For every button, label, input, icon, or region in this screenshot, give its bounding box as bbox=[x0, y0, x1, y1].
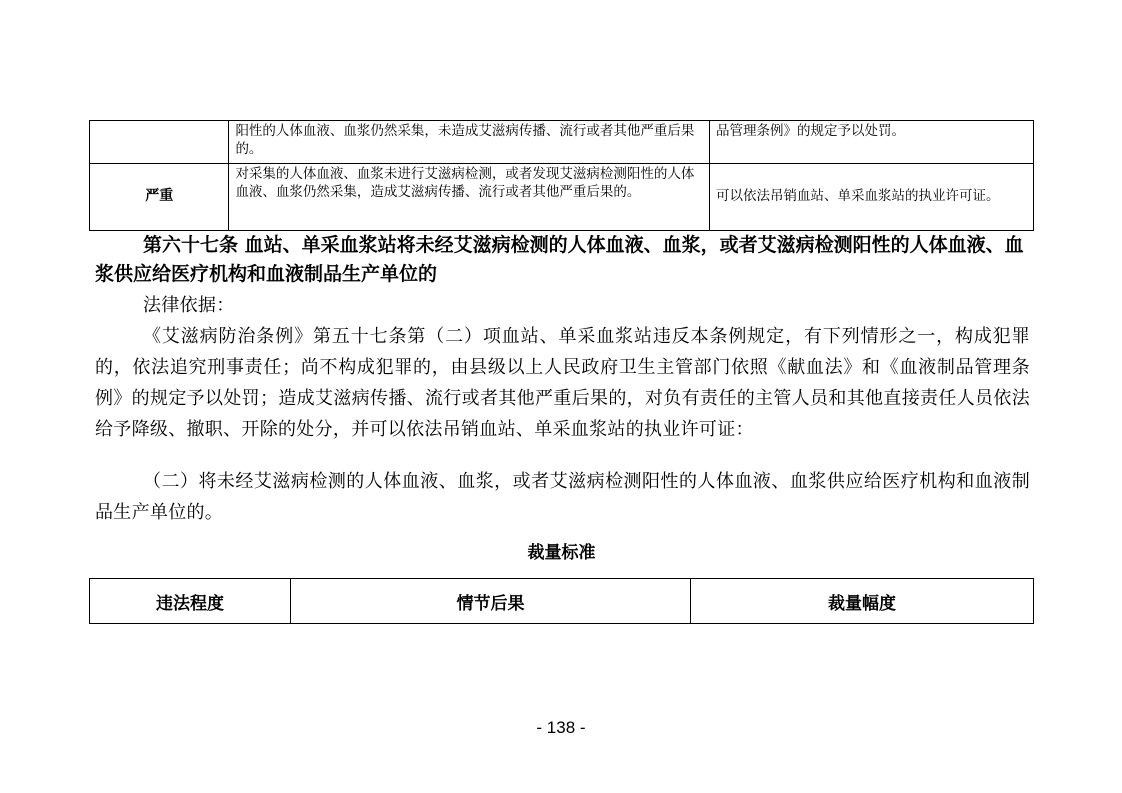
top-table bbox=[89, 120, 1034, 231]
legal-basis-label: 法律依据： bbox=[143, 295, 235, 316]
degree-cell: 严重 bbox=[90, 164, 229, 231]
legal-basis-paragraph: 《艾滋病防治条例》第五十七条第（二）项血站、单采血浆站违反本条例规定，有下列情形之一，构成犯罪的，依法追究刑事责任；尚不构成犯罪的，由县级以上人民政府卫生主管部门依照《献血法》和《血液制品管理条例》的规定予以处罚；造成艾滋病传播、流行或者其他严重后果的，对负有责任的主管人员和其他直接责任人员依法给予降级、撤职、开除的处分，并可以依法吊销血站、单采血浆站的执业许可证： bbox=[95, 326, 1030, 440]
penalty-cell: 可以依法吊销血站、单采血浆站的执业许可证。 bbox=[709, 164, 1033, 231]
penalty-cell: 品管理条例》的规定予以处罚。 bbox=[709, 121, 1033, 164]
header-discretion-range: 裁量幅度 bbox=[691, 579, 1034, 624]
circumstance-cell: 阳性的人体血液、血浆仍然采集，未造成艾滋病传播、流行或者其他严重后果的。 bbox=[229, 121, 710, 164]
degree-cell bbox=[90, 121, 229, 164]
table-row bbox=[90, 121, 1034, 164]
table-header-row bbox=[90, 579, 1034, 624]
table-row bbox=[90, 164, 1034, 231]
header-violation-degree: 违法程度 bbox=[90, 579, 291, 624]
page-number: - 138 - bbox=[536, 718, 586, 737]
section-title: 裁量标准 bbox=[527, 543, 596, 563]
standard-table bbox=[89, 578, 1034, 624]
header-circumstance: 情节后果 bbox=[291, 579, 691, 624]
circumstance-cell: 对采集的人体血液、血浆未进行艾滋病检测，或者发现艾滋病检测阳性的人体血液、血浆仍然采集，造成艾滋病传播、流行或者其他严重后果的。 bbox=[229, 164, 710, 231]
violation-clause-paragraph: （二）将未经艾滋病检测的人体血液、血浆，或者艾滋病检测阳性的人体血液、血浆供应给医疗机构和血液制品生产单位的。 bbox=[95, 471, 1030, 523]
article-heading: 第六十七条 血站、单采血浆站将未经艾滋病检测的人体血液、血浆，或者艾滋病检测阳性的人体血液、血浆供应给医疗机构和血液制品生产单位的 bbox=[95, 234, 1024, 285]
